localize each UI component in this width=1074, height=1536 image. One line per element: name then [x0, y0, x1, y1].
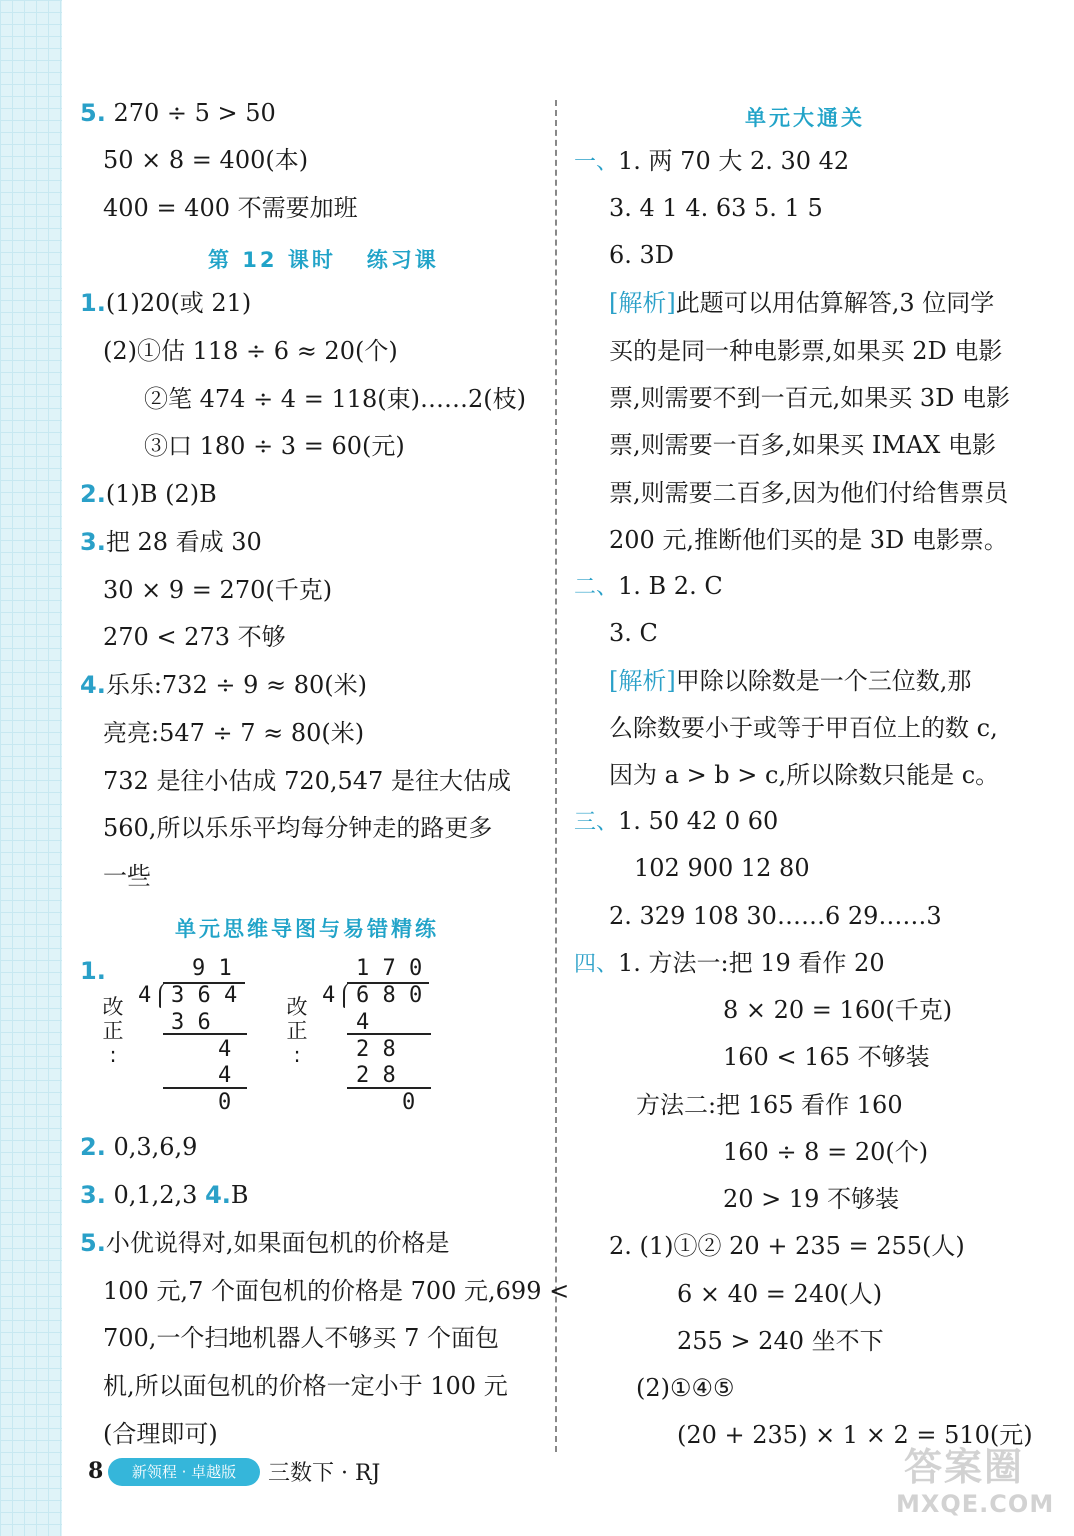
answer-line: (2)①④⑤ [636, 1374, 735, 1402]
answer-line: 三、1. 50 42 0 60 [574, 807, 779, 835]
correction-label: 改 [102, 995, 124, 1019]
answer-line: 100 元,7 个面包机的价格是 700 元,699 < [103, 1277, 570, 1305]
division-line [347, 1087, 431, 1089]
answer-line: 3. 4 1 4. 63 5. 1 5 [609, 194, 823, 222]
answer-line: 四、1. 方法一:把 19 看作 20 [574, 949, 885, 977]
answer-line: 20 > 19 不够装 [723, 1185, 900, 1213]
section-title-mindmap: 单元思维导图与易错精练 [175, 917, 439, 941]
division-bracket [343, 982, 355, 1008]
answer-line: 5.小优说得对,如果面包机的价格是 [80, 1229, 450, 1257]
answer-line: 8 × 20 = 160(千克) [723, 996, 953, 1024]
left-grid-margin [0, 0, 62, 1536]
answer-line: 么除数要小于或等于甲百位上的数 c, [609, 714, 998, 742]
answer-line: 200 元,推断他们买的是 3D 电影票。 [609, 526, 1008, 554]
correction-label: 改 [286, 995, 308, 1019]
answer-line: 一、1. 两 70 大 2. 30 42 [574, 147, 850, 175]
answer-line: 700,一个扫地机器人不够买 7 个面包 [103, 1324, 499, 1352]
answer-line: (合理即可) [103, 1420, 218, 1448]
answer-line: 方法二:把 165 看作 160 [636, 1091, 903, 1119]
answer-line: 400 = 400 不需要加班 [103, 194, 358, 222]
answer-line: 2. 0,3,6,9 [80, 1133, 198, 1161]
answer-line: 160 ÷ 8 = 20(个) [723, 1138, 929, 1166]
section-title-lesson12: 第 12 课时 练习课 [208, 248, 439, 272]
correction-label: 正 [286, 1019, 308, 1043]
column-divider [555, 100, 557, 1452]
division-line [163, 1033, 247, 1035]
remainder: 0 [402, 1090, 416, 1115]
quotient: 1 7 0 [356, 956, 423, 981]
answer-line: ③口 180 ÷ 3 = 60(元) [144, 432, 405, 460]
division-step: 4 [218, 1037, 232, 1062]
answer-line: 4.乐乐:732 ÷ 9 ≈ 80(米) [80, 671, 367, 699]
dividend: 3 6 4 [171, 983, 238, 1008]
subject-label: 三数下 · RJ [268, 1461, 381, 1486]
division-line [163, 1087, 247, 1089]
divisor: 4 [322, 983, 336, 1008]
division-step: 3 6 [171, 1010, 211, 1035]
answer-line: (20 + 235) × 1 × 2 = 510(元) [677, 1421, 1033, 1449]
answer-line: 102 900 12 80 [634, 854, 810, 882]
division-step: 2 8 [356, 1037, 396, 1062]
division-bracket [159, 982, 171, 1008]
answer-line: 亮亮:547 ÷ 7 ≈ 80(米) [103, 719, 365, 747]
division-step: 4 [356, 1010, 370, 1035]
answer-line: 票,则需要一百多,如果买 IMAX 电影 [609, 431, 996, 459]
answer-line: 票,则需要二百多,因为他们付给售票员 [609, 479, 1009, 507]
watermark-url: MXQE.COM [896, 1490, 1055, 1518]
answer-line: 1.(1)20(或 21) [80, 289, 252, 317]
series-badge: 新领程 · 卓越版 [108, 1458, 260, 1486]
dividend: 6 8 0 [356, 983, 423, 1008]
answer-line: 3.把 28 看成 30 [80, 528, 262, 556]
division-line [347, 1033, 431, 1035]
answer-line: 5. 270 ÷ 5 > 50 [80, 99, 276, 127]
answer-line: 因为 a > b > c,所以除数只能是 c。 [609, 761, 1000, 789]
page-number: 8 [88, 1458, 104, 1484]
answer-line: 一些 [103, 862, 151, 890]
answer-line: 1. [80, 957, 106, 985]
answer-line: 二、1. B 2. C [574, 572, 723, 600]
answer-line: ②笔 474 ÷ 4 = 118(束)……2(枝) [144, 385, 526, 413]
answer-line: 160 < 165 不够装 [723, 1043, 930, 1071]
correction-label: 正 [102, 1019, 124, 1043]
answer-line: 2. 329 108 30……6 29……3 [609, 902, 942, 930]
answer-line: 3. C [609, 619, 658, 647]
watermark-text: 答案圈 [904, 1445, 1025, 1489]
answer-line: 50 × 8 = 400(本) [103, 146, 309, 174]
answer-line: 6. 3D [609, 241, 675, 269]
answer-line: 机,所以面包机的价格一定小于 100 元 [103, 1372, 508, 1400]
correction-label: : [293, 1043, 301, 1067]
answer-line: 2.(1)B (2)B [80, 480, 217, 508]
answer-line: 732 是往小估成 720,547 是往大估成 [103, 767, 511, 795]
answer-line: 2. (1)①② 20 + 235 = 255(人) [609, 1232, 965, 1260]
answer-line: [解析]甲除以除数是一个三位数,那 [609, 667, 972, 695]
answer-line: 买的是同一种电影票,如果买 2D 电影 [609, 337, 1003, 365]
answer-line: 270 < 273 不够 [103, 623, 286, 651]
watermark-logo [890, 1436, 1066, 1530]
answer-line: [解析]此题可以用估算解答,3 位同学 [609, 289, 995, 317]
division-step: 4 [218, 1063, 232, 1088]
answer-line: (2)①估 118 ÷ 6 ≈ 20(个) [103, 337, 398, 365]
answer-line: 6 × 40 = 240(人) [677, 1280, 883, 1308]
answer-line: 30 × 9 = 270(千克) [103, 576, 333, 604]
remainder: 0 [218, 1090, 232, 1115]
divisor: 4 [138, 983, 152, 1008]
correction-label: : [109, 1043, 117, 1067]
division-step: 2 8 [356, 1063, 396, 1088]
answer-line: 255 > 240 坐不下 [677, 1327, 884, 1355]
answer-line: 票,则需要不到一百元,如果买 3D 电影 [609, 384, 1011, 412]
section-title-unit: 单元大通关 [745, 106, 865, 130]
answer-line: 3. 0,1,2,3 4.B [80, 1181, 249, 1209]
quotient: 9 1 [192, 956, 232, 981]
answer-line: 560,所以乐乐平均每分钟走的路更多 [103, 814, 493, 842]
